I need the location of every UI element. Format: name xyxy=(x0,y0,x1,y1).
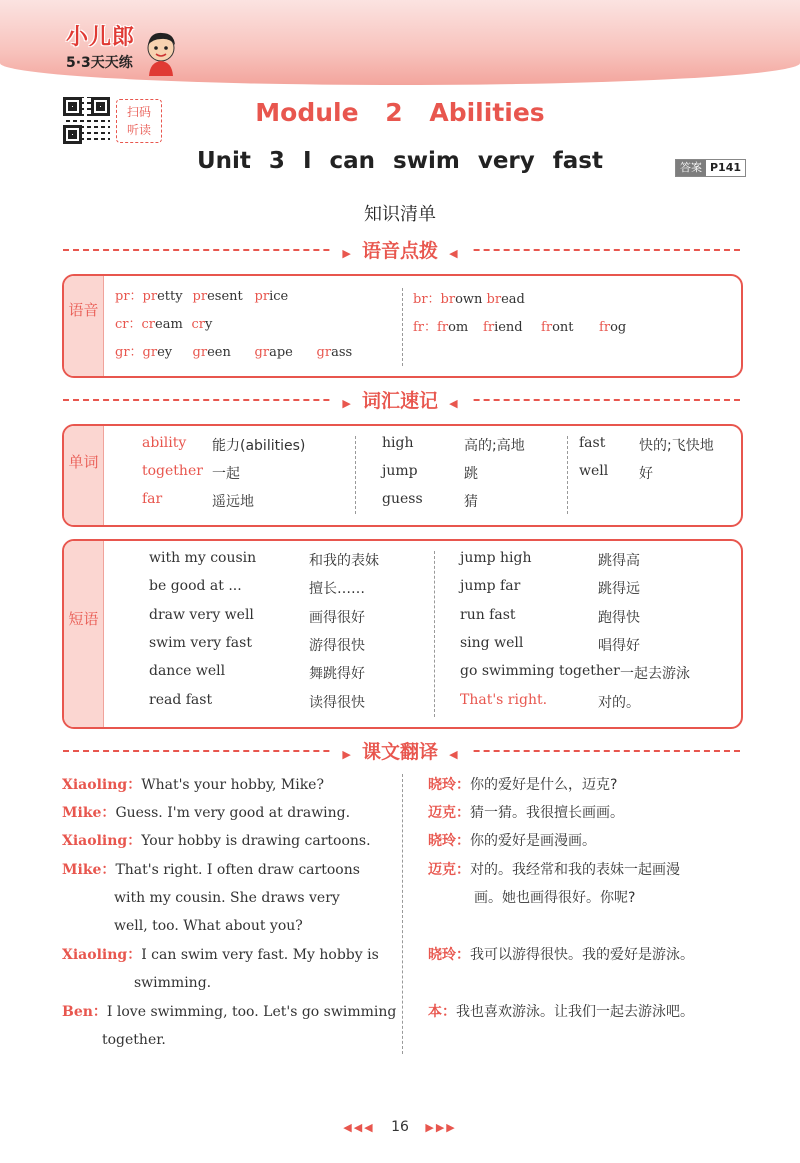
dialogue-text-row xyxy=(62,1026,392,1054)
speaker-name: 迈克： xyxy=(428,862,470,878)
dialogue-text: 你的爱好是什么，迈克? xyxy=(470,777,618,793)
word-cn: 高的;高地 xyxy=(464,438,525,454)
dialogue-text: Your hobby is drawing cartoons. xyxy=(141,833,371,849)
word-en: together xyxy=(142,463,203,479)
phonics-word xyxy=(192,317,248,332)
phonics-word xyxy=(317,345,373,360)
phonics-blend: fr xyxy=(599,320,611,335)
arrow-right-icon: ▶ xyxy=(342,748,351,761)
phrase-cn: 一起去游泳 xyxy=(620,666,690,683)
phonics-rest: etty xyxy=(157,289,183,304)
phonics-word xyxy=(599,320,655,335)
speaker-name: 晓玲： xyxy=(428,833,470,849)
phrase-cn: 唱得好 xyxy=(598,637,640,654)
dialogue-text-row xyxy=(62,998,397,1026)
word-en: ability xyxy=(142,435,187,451)
phonics-prefix: gr： xyxy=(115,345,143,360)
phonics-rest: ead xyxy=(501,292,525,307)
phrase-cn: 画得很好 xyxy=(309,609,365,626)
column-divider xyxy=(567,436,568,514)
arrow-right-icon: ▶ xyxy=(342,247,351,260)
phonics-row xyxy=(115,313,254,332)
dialogue-text-row xyxy=(428,856,758,884)
phonics-rest: ape xyxy=(269,345,293,360)
module-title: Module 2 Abilities xyxy=(255,98,545,127)
arrow-left-icon: ◀ xyxy=(449,247,458,260)
phonics-word xyxy=(437,320,481,335)
phonics-row xyxy=(413,316,657,335)
word-cn: 能力(abilities) xyxy=(212,438,306,454)
column-divider xyxy=(355,436,356,514)
dialogue-line xyxy=(62,799,392,827)
phrase-en: jump high xyxy=(460,550,532,566)
scan-listen-label: 扫码 听读 xyxy=(116,99,162,143)
dialogue-line xyxy=(428,771,758,799)
dialogue-text: 我也喜欢游泳。让我们一起去游泳吧。 xyxy=(456,1004,694,1020)
phonics-word xyxy=(143,289,187,304)
phrases-right xyxy=(64,541,741,727)
dialogue-line xyxy=(428,941,758,969)
words-box xyxy=(62,424,743,527)
phonics-word xyxy=(143,345,187,360)
unit-title: Unit 3 I can swim very fast xyxy=(197,148,603,174)
phonics-blend: cr xyxy=(141,317,155,332)
phrase-cn: 和我的表妹 xyxy=(309,553,379,569)
arrow-left-icon: ◀ xyxy=(449,397,458,410)
phonics-word xyxy=(255,345,311,360)
phrase-en: swim very fast xyxy=(149,634,252,651)
word-cn: 遥远地 xyxy=(212,494,254,510)
speaker-name: 本： xyxy=(428,1004,456,1020)
arrow-left-icon: ◀ xyxy=(449,748,458,761)
phrase-en: go swimming together xyxy=(460,663,620,680)
phonics-blend: cr xyxy=(191,317,205,332)
phonics-blend: br xyxy=(440,292,456,307)
phonics-rest: own xyxy=(455,292,483,307)
section-heading-vocab: ▶ 词汇速记 ◀ xyxy=(330,386,470,413)
dialogue-text: What's your hobby, Mike? xyxy=(141,777,324,793)
word-cn: 快的;飞快地 xyxy=(639,438,714,454)
phrase-en: with my cousin xyxy=(149,550,257,566)
dialogue-text: together. xyxy=(102,1032,166,1048)
brand-logo-title: 小儿郎 xyxy=(66,25,136,50)
dialogue-text-row xyxy=(428,771,758,799)
dialogue-text-row xyxy=(62,884,392,912)
column-divider xyxy=(402,774,403,1054)
dialogue-text-row xyxy=(62,912,392,940)
dialogue-text: swimming. xyxy=(134,975,212,991)
phrases-box xyxy=(62,539,743,729)
phonics-row xyxy=(115,341,379,360)
phonics-blend: fr xyxy=(483,320,495,335)
phonics-rest: een xyxy=(207,345,231,360)
phrase-en: That's right. xyxy=(460,691,548,708)
speaker-name: Xiaoling： xyxy=(62,833,142,849)
phonics-rest: ont xyxy=(552,320,574,335)
phonics-rest: ey xyxy=(157,345,173,360)
word-cn: 猜 xyxy=(464,494,478,510)
phonics-rest: esent xyxy=(207,289,243,304)
dialogue-text: That's right. I often draw cartoons xyxy=(115,862,360,878)
phonics-blend: gr xyxy=(192,345,208,360)
phonics-word xyxy=(142,317,186,332)
phonics-row xyxy=(413,288,545,307)
phonics-word xyxy=(193,289,249,304)
phonics-prefix: fr： xyxy=(413,320,438,335)
speaker-name: Ben： xyxy=(62,1004,107,1020)
word-en: fast xyxy=(579,435,606,451)
dialogue-text: with my cousin. She draws very xyxy=(114,890,340,906)
phrase-cn: 游得很快 xyxy=(309,637,365,654)
phrases-tab: 短语 xyxy=(64,541,104,727)
arrow-right-icon: ▶ xyxy=(342,397,351,410)
dialogue-text-row xyxy=(428,941,758,969)
dialogue-line xyxy=(62,827,392,855)
phonics-blend: pr xyxy=(254,289,270,304)
answer-page-ref xyxy=(675,159,746,177)
column-divider xyxy=(402,288,403,366)
dialogue-line xyxy=(62,998,397,1054)
dialogue-text-row xyxy=(428,998,758,1026)
phrase-en: be good at ... xyxy=(149,578,242,595)
dialogue-line xyxy=(428,998,758,1026)
phrase-en: read fast xyxy=(149,691,213,708)
dialogue-text-row xyxy=(62,856,392,884)
word-cn: 好 xyxy=(639,466,653,482)
word-en: guess xyxy=(382,491,423,507)
arrows-left-icon: ◀◀◀ xyxy=(343,1121,375,1134)
dialogue-text-row xyxy=(428,884,758,912)
phonics-blend: gr xyxy=(316,345,332,360)
phonics-blend: gr xyxy=(254,345,270,360)
pronunciation-box xyxy=(62,274,743,378)
dialogue-line xyxy=(428,856,758,912)
words-tab: 单词 xyxy=(64,426,104,525)
speaker-name: Xiaoling： xyxy=(62,777,142,793)
speaker-name: 晓玲： xyxy=(428,777,470,793)
arrows-right-icon: ▶▶▶ xyxy=(425,1121,457,1134)
phonics-rest: eam xyxy=(155,317,183,332)
phrase-cn: 舞跳得好 xyxy=(309,666,365,683)
dialogue-line xyxy=(62,771,392,799)
section-heading-pronunciation: ▶ 语音点拨 ◀ xyxy=(330,236,470,263)
phrase-cn: 跑得快 xyxy=(598,609,640,626)
dialogue-text: 你的爱好是画漫画。 xyxy=(470,833,596,849)
phonics-blend: pr xyxy=(192,289,208,304)
phonics-blend: fr xyxy=(541,320,553,335)
dialogue-text-row xyxy=(62,941,392,969)
dialogue-line xyxy=(62,941,392,997)
dialogue-text: well, too. What about you? xyxy=(114,918,303,934)
phrase-cn: 对的。 xyxy=(598,694,640,711)
phrase-en: sing well xyxy=(460,634,524,651)
phonics-row xyxy=(115,285,317,304)
phonics-blend: fr xyxy=(437,320,449,335)
brand-logo-subtitle: 5·3天天练 xyxy=(66,55,133,71)
word-en: jump xyxy=(382,463,418,479)
dialogue-text: 对的。我经常和我的表妹一起画漫 xyxy=(470,862,680,878)
phrase-cn: 擅长…… xyxy=(309,581,365,598)
phonics-rest: og xyxy=(610,320,627,335)
phrase-en: draw very well xyxy=(149,606,254,623)
dialogue-text-row xyxy=(428,827,758,855)
phrase-cn: 跳得高 xyxy=(598,553,640,569)
dialogue-line xyxy=(62,856,392,940)
speaker-name: 晓玲： xyxy=(428,947,470,963)
phonics-word xyxy=(487,292,543,307)
phonics-word xyxy=(255,289,311,304)
word-en: well xyxy=(579,463,609,479)
phonics-prefix: br： xyxy=(413,292,441,307)
words-columns xyxy=(64,426,741,525)
word-cn: 跳 xyxy=(464,466,478,482)
dialogue-text: 我可以游得很快。我的爱好是游泳。 xyxy=(470,947,694,963)
dialogue-text: I can swim very fast. My hobby is xyxy=(141,947,379,963)
phonics-word xyxy=(193,345,249,360)
phonics-rest: ice xyxy=(269,289,289,304)
phonics-rest: iend xyxy=(494,320,523,335)
phonics-rest: om xyxy=(448,320,469,335)
dialogue-text-row xyxy=(62,969,392,997)
dialogue-text: Guess. I'm very good at drawing. xyxy=(115,805,351,821)
word-cn: 一起 xyxy=(212,466,240,482)
phonics-blend: gr xyxy=(142,345,158,360)
section-heading-translation: ▶ 课文翻译 ◀ xyxy=(330,737,470,764)
knowledge-list-title: 知识清单 xyxy=(364,204,436,225)
dialogue-text-row xyxy=(62,799,392,827)
answer-label: 答案 xyxy=(676,160,706,176)
dialogue-line xyxy=(428,827,758,855)
phrase-en: dance well xyxy=(149,663,226,680)
speaker-name: 迈克： xyxy=(428,805,470,821)
dialogue-text: I love swimming, too. Let's go swimming xyxy=(106,1004,397,1020)
phrase-en: run fast xyxy=(460,606,516,623)
dialogue-text-row xyxy=(62,827,392,855)
dialogue-text-row xyxy=(428,799,758,827)
phrase-en: jump far xyxy=(460,578,521,595)
page-number: ◀◀◀ 16 ▶▶▶ xyxy=(343,1119,457,1135)
phonics-prefix: cr： xyxy=(115,317,142,332)
phonics-blend: pr xyxy=(142,289,158,304)
pronunciation-tab: 语音 xyxy=(64,276,104,376)
phonics-word xyxy=(441,292,485,307)
mascot-boy-icon xyxy=(140,30,182,76)
phrase-cn: 跳得远 xyxy=(598,581,640,598)
dialogue-line xyxy=(428,799,758,827)
dialogue-text: 画。她也画得很好。你呢? xyxy=(474,890,636,906)
phonics-word xyxy=(541,320,597,335)
dialogue-text: 猜一猜。我很擅长画画。 xyxy=(470,805,624,821)
phonics-rest: ass xyxy=(331,345,353,360)
speaker-name: Mike： xyxy=(62,805,116,821)
dialogue-text-row xyxy=(62,771,392,799)
word-en: far xyxy=(142,491,163,507)
speaker-name: Mike： xyxy=(62,862,116,878)
answer-page: P141 xyxy=(710,161,742,174)
phonics-word xyxy=(483,320,539,335)
phonics-rest: y xyxy=(205,317,213,332)
speaker-name: Xiaoling： xyxy=(62,947,142,963)
phrase-cn: 读得很快 xyxy=(309,694,365,711)
word-en: high xyxy=(382,435,414,451)
phonics-prefix: pr： xyxy=(115,289,143,304)
phonics-blend: br xyxy=(486,292,502,307)
